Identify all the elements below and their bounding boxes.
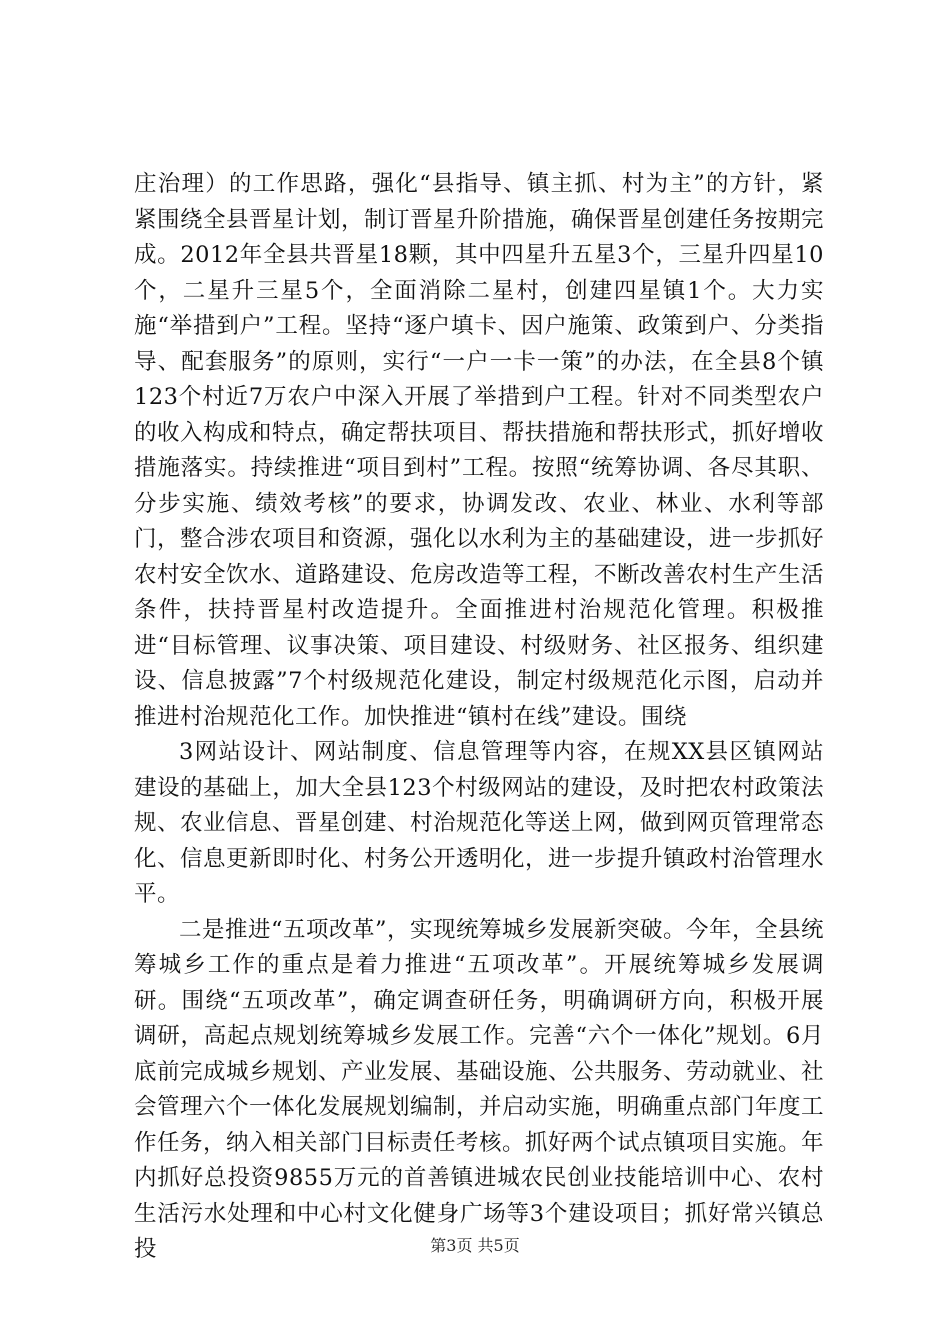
page-number-footer: 第3页 共5页 (430, 1236, 520, 1255)
body-text (134, 167, 824, 1268)
paragraph-1: 庄治理）的工作思路，强化“县指导、镇主抓、村为主”的方针，紧紧围绕全县晋星计划，制订晋星升阶措施，确保晋星创建任务按期完成。2012年全县共晋星18颗，其中四星升五星3个，三星升四星10个，二星升三星5个，全面消除二星村，创建四星镇1个。大力实施“举措到户”工程。坚持“逐户填卡、因户施策、政策到户、分类指导、配套服务”的原则，实行“一户一卡一策”的办法，在全县8个镇123个村近7万农户中深入开展了举措到户工程。针对不同类型农户的收入构成和特点，确定帮扶项目、帮扶措施和帮扶形式，抓好增收措施落实。持续推进“项目到村”工程。按照“统筹协调、各尽其职、分步实施、绩效考核”的要求，协调发改、农业、林业、水利等部门，整合涉农项目和资源，强化以水利为主的基础建设，进一步抓好农村安全饮水、道路建设、危房改造等工程，不断改善农村生产生活条件，扶持晋星村改造提升。全面推进村治规范化管理。积极推进“目标管理、议事决策、项目建设、村级财务、社区报务、组织建设、信息披露”7个村级规范化建设，制定村级规范化示图，启动并推进村治规范化工作。加快推进“镇村在线”建设。围绕 (134, 171, 825, 730)
paragraph-2: 3网站设计、网站制度、信息管理等内容，在规XX县区镇网站建设的基础上，加大全县123个村级网站的建设，及时把农村政策法规、农业信息、晋星创建、村治规范化等送上网，做到网页管理常态化、信息更新即时化、村务公开透明化，进一步提升镇政村治管理水平。 (134, 739, 825, 907)
paragraph-3: 二是推进“五项改革”，实现统筹城乡发展新突破。今年，全县统筹城乡工作的重点是着力推进“五项改革”。开展统筹城乡发展调研。围绕“五项改革”，确定调查研任务，明确调研方向，积极开展调研，高起点规划统筹城乡发展工作。完善“六个一体化”规划。6月底前完成城乡规划、产业发展、基础设施、公共服务、劳动就业、社会管理六个一体化发展规划编制，并启动实施，明确重点部门年度工作任务，纳入相关部门目标责任考核。抓好两个试点镇项目实施。年内抓好总投资9855万元的首善镇进城农民创业技能培训中心、农村生活污水处理和中心村文化健身广场等3个建设项目；抓好常兴镇总投 (134, 916, 825, 1262)
